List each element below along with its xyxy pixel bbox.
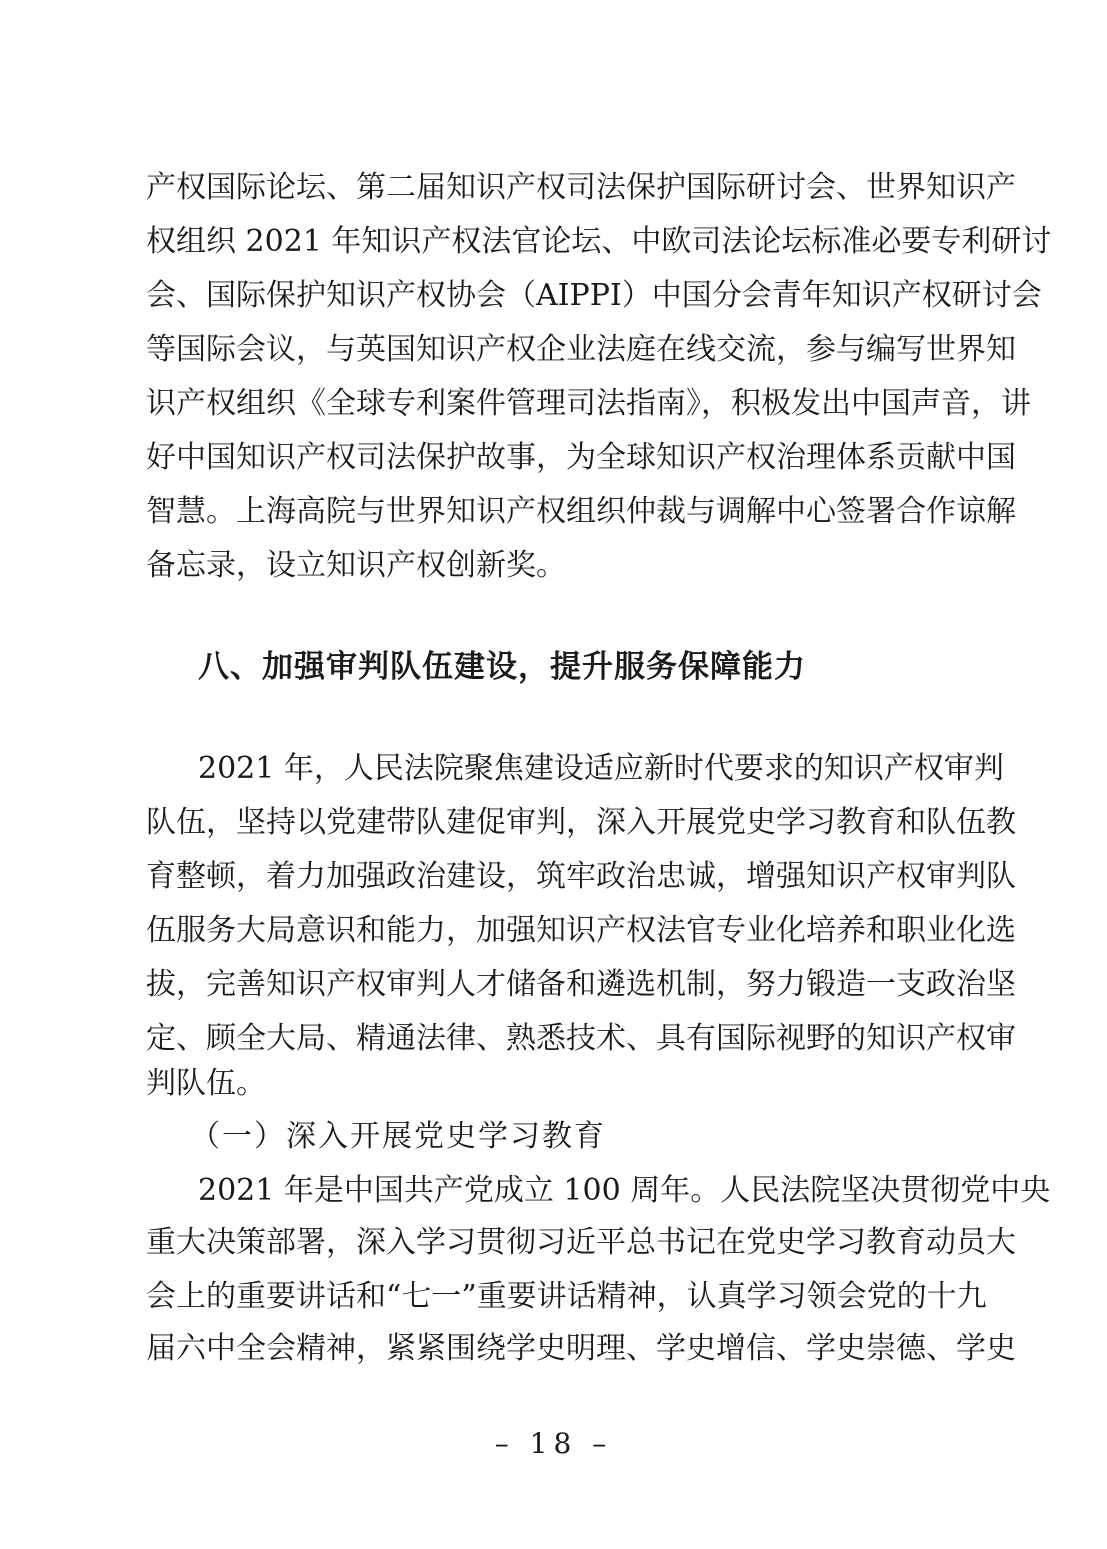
- text-line: 备忘录，设立知识产权创新奖。: [146, 548, 566, 583]
- text-line: 会、国际保护知识产权协会（AIPPI）中国分会青年知识产权研讨会: [146, 278, 1042, 313]
- text-line: 等国际会议，与英国知识产权企业法庭在线交流，参与编写世界知: [146, 332, 1016, 367]
- text-line: 判队伍。: [146, 1066, 266, 1101]
- text-line: 2021 年，人民法院聚焦建设适应新时代要求的知识产权审判: [198, 751, 1004, 786]
- text-line: 伍服务大局意识和能力，加强知识产权法官专业化培养和职业化选: [146, 913, 1016, 948]
- subsection-heading: （一）深入开展党史学习教育: [190, 1119, 606, 1154]
- text-line: 权组织 2021 年知识产权法官论坛、中欧司法论坛标准必要专利研讨: [146, 224, 1052, 259]
- text-line: 好中国知识产权司法保护故事，为全球知识产权治理体系贡献中国: [146, 440, 1016, 475]
- text-line: 队伍，坚持以党建带队建促审判，深入开展党史学习教育和队伍教: [146, 805, 1016, 840]
- text-line: 产权国际论坛、第二届知识产权司法保护国际研讨会、世界知识产: [146, 170, 1016, 205]
- text-line: 会上的重要讲话和“七一”重要讲话精神，认真学习领会党的十九: [146, 1279, 987, 1314]
- text-line: 重大决策部署，深入学习贯彻习近平总书记在党史学习教育动员大: [146, 1225, 1016, 1260]
- text-line: 识产权组织《全球专利案件管理司法指南》，积极发出中国声音，讲: [146, 386, 1031, 421]
- text-line: 智慧。上海高院与世界知识产权组织仲裁与调解中心签署合作谅解: [146, 494, 1016, 529]
- section-heading: 八、加强审判队伍建设，提升服务保障能力: [198, 649, 806, 685]
- text-line: 拔，完善知识产权审判人才储备和遴选机制，努力锻造一支政治坚: [146, 967, 1016, 1002]
- text-line: 2021 年是中国共产党成立 100 周年。人民法院坚决贯彻党中央: [198, 1173, 1051, 1208]
- text-line: 定、顾全大局、精通法律、熟悉技术、具有国际视野的知识产权审: [146, 1021, 1016, 1056]
- text-line: 育整顿，着力加强政治建设，筑牢政治忠诚，增强知识产权审判队: [146, 859, 1016, 894]
- text-line: 届六中全会精神，紧紧围绕学史明理、学史增信、学史崇德、学史: [146, 1331, 1016, 1366]
- page-number: – 18 –: [494, 1427, 613, 1460]
